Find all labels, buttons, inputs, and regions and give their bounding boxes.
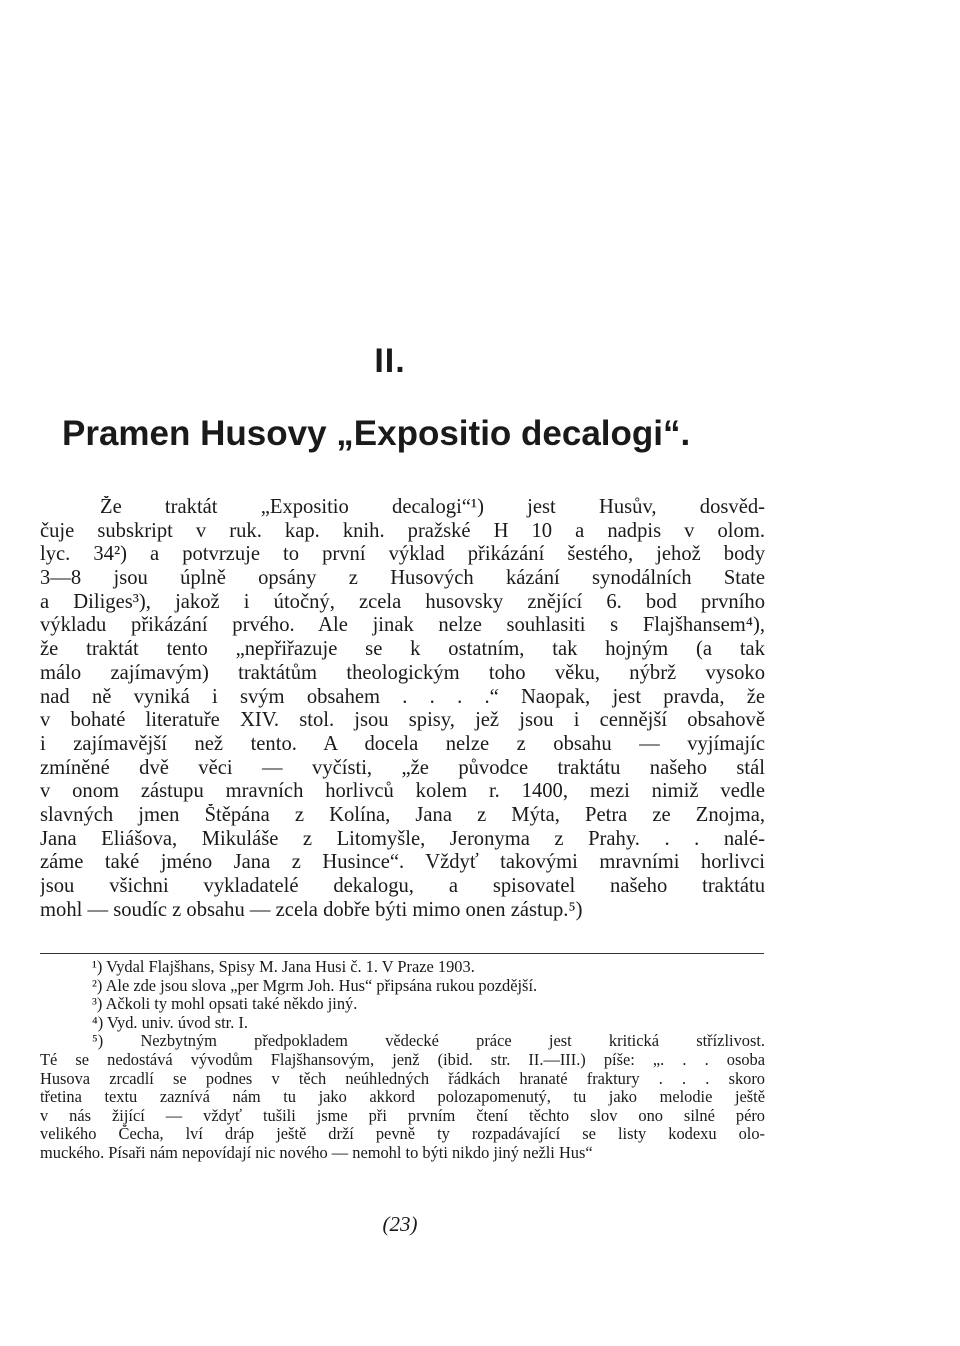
body-line: málo zajímavým) traktátům theologickým toho věku, nýbrž vysoko [40,661,765,684]
body-line: že traktát tento „nepřiřazuje se k ostatním, tak hojným (a tak [40,638,765,661]
footnote-5-continuation: muckého. Písaři nám nepovídají nic nového — nemohl to býti nikdo jiný nežli Hus“ [40,1143,593,1162]
body-line: výkladu přikázání prvého. Ale jinak nelze souhlasiti s Flajšhansem⁴), [40,614,765,637]
body-line: v bohaté literatuře XIV. stol. jsou spisy, jež jsou i cennější obsahově [40,709,765,732]
footnote-5-continuation: v nás žijící — vždyť tušili jsme při prvním čtení těchto slov ono silné péro [40,1106,765,1125]
body-line: slavných jmen Štěpána z Kolína, Jana z Mýta, Petra ze Znojma, [40,803,765,826]
body-line: nad ně vyniká i svým obsahem . . . .“ Naopak, jest pravda, že [40,685,765,708]
footnote-divider [40,953,764,954]
body-line: mohl — soudíc z obsahu — zcela dobře býti mimo onen zástup.⁵) [40,898,583,921]
body-line: Jana Eliášova, Mikuláše z Litomyšle, Jeronyma z Prahy. . . nalé- [40,827,765,850]
body-line: jsou všichni vykladatelé dekalogu, a spisovatel našeho traktátu [40,875,765,897]
body-line: záme také jméno Jana z Husince“. Vždyť takovými mravními horlivci [40,851,765,874]
body-line: a Diliges³), jakož i útočný, zcela husovsky znějící 6. bod prvního [40,590,765,613]
footnote-5: ⁵) Nezbytným předpokladem vědecké práce jest kritická střízlivost. [92,1032,765,1051]
footnote-5-continuation: Té se nedostává vývodům Flajšhansovým, jenž (ibid. str. II.—III.) píše: „. . . osoba [40,1050,765,1069]
body-line: zmíněné dvě věci — vyčísti, „že původce traktátu našeho stál [40,756,765,779]
body-line: i zajímavější než tento. A docela nelze z obsahu — vyjímajíc [40,732,765,755]
body-line: Že traktát „Expositio decalogi“¹) jest Husův, dosvěd- [100,496,765,518]
chapter-number: II. [374,342,406,380]
footnote-4: ⁴) Vyd. univ. úvod str. I. [92,1013,248,1032]
footnote-3: ³) Ačkoli ty mohl opsati také někdo jiný. [92,995,358,1014]
footnote-5-continuation: velikého Čecha, lví dráp ještě drží pevně ty rozpadávající se listy kodexu olo- [40,1125,765,1144]
footnote-5-continuation: třetina textu zaznívá nám tu jako akkord polozapomenutý, tu jako melodie ještě [40,1088,765,1107]
body-line: 3—8 jsou úplně opsány z Husových kázání synodálních State [40,567,765,590]
footnote-5-continuation: Husova zrcadlí se podnes v těch neúhledných řádkách hranaté fraktury . . . skoro [40,1069,765,1088]
footnote-2: ²) Ale zde jsou slova „per Mgrm Joh. Hus“ připsána rukou pozdější. [92,976,538,995]
body-line: v onom zástupu mravních horlivců kolem r. 1400, mezi nimiž vedle [40,780,765,803]
body-line: lyc. 34²) a potvrzuje to první výklad přikázání šestého, jehož body [40,543,765,566]
page-number: (23) [382,1212,418,1236]
footnote-1: ¹) Vydal Flajšhans, Spisy M. Jana Husi č. 1. V Praze 1903. [92,958,475,976]
chapter-title: Pramen Husovy „Expositio decalogi“. [62,414,691,453]
footnotes [40,958,765,1163]
body-paragraph [40,496,765,922]
body-line: čuje subskript v ruk. kap. knih. pražské H 10 a nadpis v olom. [40,519,765,542]
